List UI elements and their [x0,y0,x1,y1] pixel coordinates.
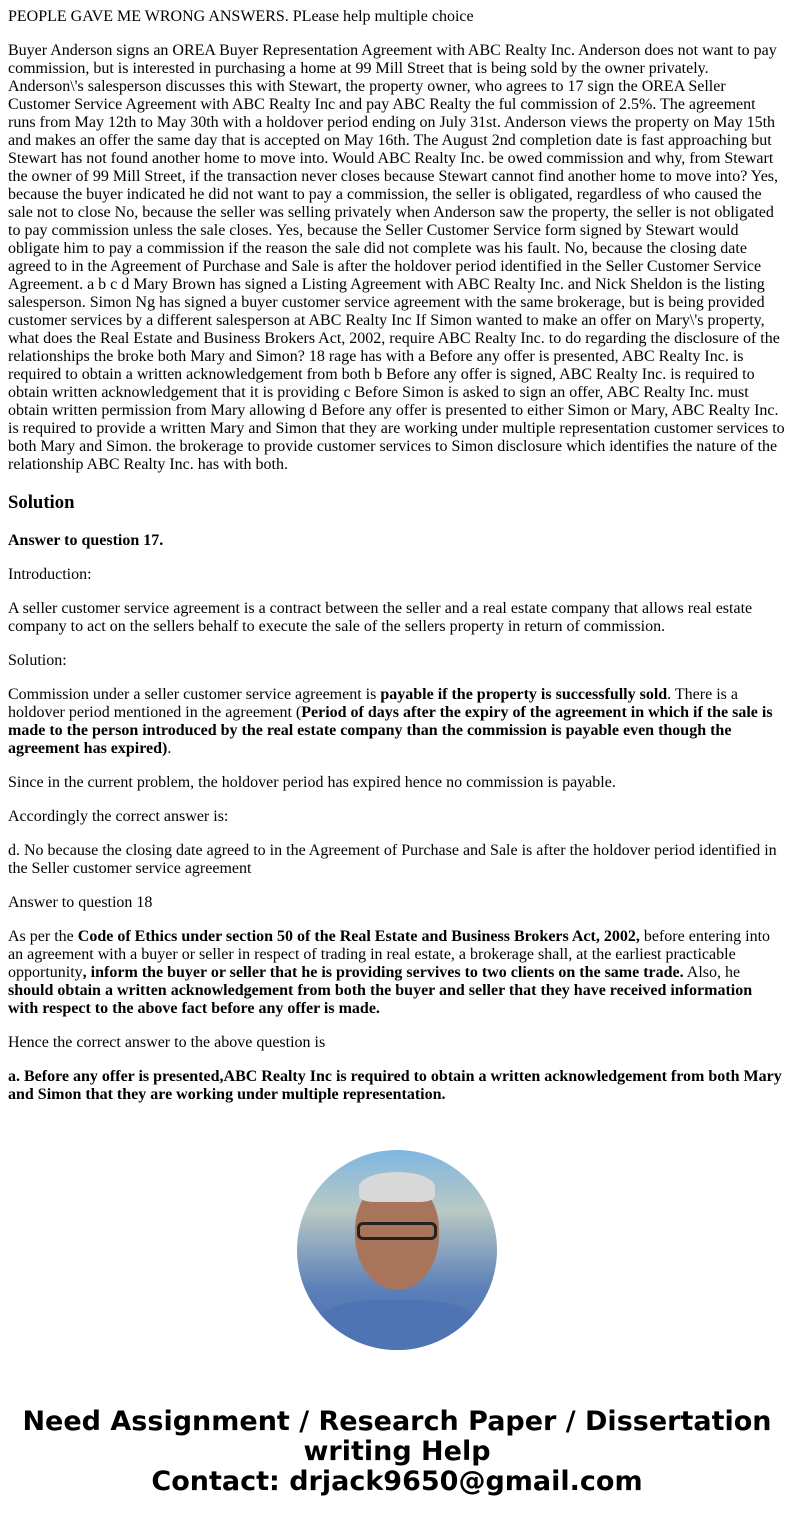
solution-heading: Solution [8,492,75,513]
q17-heading: Answer to question 17. [8,532,164,549]
bold-text: should obtain a written acknowledgement from both the buyer and seller that they have received information with respect to the above fact before any offer is made. [8,982,753,1017]
text: . There is a holdover period mentioned in the agreement ( [8,686,738,721]
question-title: PEOPLE GAVE ME WRONG ANSWERS. PLease help multiple choice [8,8,474,25]
bold-text: Code of Ethics under section 50 of the Real Estate and Business Brokers Act, 2002, [77,928,640,945]
solution-label: Solution: [8,652,67,669]
accordingly-text: Accordingly the correct answer is: [8,808,229,825]
intro-label: Introduction: [8,566,92,583]
q18-heading: Answer to question 18 [8,894,153,911]
footer-line-1: Need Assignment / Research Paper / Dissertation writing Help [22,1406,772,1467]
intro-text: A seller customer service agreement is a contract between the seller and a real estate company that allows real estate company to act on the sellers behalf to execute the sale of the sellers property in return of commission. [8,600,753,635]
bold-text: payable if the property is successfully sold [380,686,668,703]
glasses-shape [357,1222,437,1240]
holdover-text: Since in the current problem, the holdover period has expired hence no commission is payable. [8,774,616,791]
author-photo-container [8,1150,786,1355]
text: Commission under a seller customer service agreement is [8,686,381,703]
hence-text: Hence the correct answer to the above question is [8,1034,326,1051]
text: before entering into an agreement with a buyer or seller in respect of trading in real estate, a brokerage shall, at the earliest practicable opportunity [8,928,771,981]
ethics-paragraph [8,928,786,1018]
text: . [167,740,172,757]
answer-18: a. Before any offer is presented,ABC Realty Inc is required to obtain a written acknowledgement from both Mary and Simon that they are working under multiple representation. [8,1068,782,1103]
question-body: Buyer Anderson signs an OREA Buyer Representation Agreement with ABC Realty Inc. Anderson does not want to pay commission, but is interested in purchasing a home at 99 Mill Street that is being sold by the owner privately. Anderson\'s salesperson discusses this with Stewart, the property owner, who agrees to 17 sign the OREA Seller Customer Service Agreement with ABC Realty Inc and pay ABC Realty the ful commission of 2.5%. The agreement runs from May 12th to May 30th with a holdover period ending on July 31st. Anderson views the property on May 15th and makes an offer the same day that is accepted on May 16th. The August 2nd completion date is fast approaching but Stewart has not found another home to move into. Would ABC Realty Inc. be owed commission and why, from Stewart the owner of 99 Mill Street, if the transaction never closes because Stewart cannot find another home to move into? Yes, because the buyer indicated he did not want to pay a commission, the seller is obligated, regardless of who caused the sale not to close No, because the seller was selling privately when Anderson saw the property, the seller is not obligated to pay commission unless the sale closes. Yes, because the Seller Customer Service form signed by Stewart would obligate him to pay a commission if the reason the sale did not complete was his fault. No, because the closing date agreed to in the Agreement of Purchase and Sale is after the holdover period identified in the Seller Customer Service Agreement. a b c d Mary Brown has signed a Listing Agreement with ABC Realty Inc. and Nick Sheldon is the listing salesperson. Simon Ng has signed a buyer customer service agreement with the same brokerage, but is being provided customer services by a different salesperson at ABC Realty Inc If Simon wanted to make an offer on Mary\'s property, what does the Real Estate and Business Brokers Act, 2002, require ABC Realty Inc. to do regarding the disclosure of the relationships the broke both Mary and Simon? 18 rage has with a Before any offer is presented, ABC Realty Inc. is required to obtain a written acknowledgement from both b Before any offer is signed, ABC Realty Inc. is required to obtain written acknowledgement that it is providing c Before Simon is asked to sign an offer, ABC Realty Inc. must obtain written permission from Mary allowing d Before any offer is presented to either Simon or Mary, ABC Realty Inc. is required to provide a written Mary and Simon that they are working under multiple representation customer services to both Mary and Simon. the brokerage to provide customer services to Simon disclosure which identifies the nature of the relationship ABC Realty Inc. has with both. [8,42,785,473]
answer-17: d. No because the closing date agreed to in the Agreement of Purchase and Sale is after the holdover period identified in the Seller customer service agreement [8,842,777,877]
commission-paragraph [8,686,786,758]
text: As per the [8,928,78,945]
footer-contact: Contact: drjack9650@gmail.com [151,1466,643,1497]
hair-shape [359,1172,435,1202]
shirt-shape [307,1300,487,1350]
bold-text: , inform the buyer or seller that he is providing servives to two clients on the same trade. [82,964,684,981]
footer-banner [8,1407,786,1497]
author-photo [297,1150,497,1350]
text: Also, he [683,964,741,981]
bold-text: Period of days after the expiry of the agreement in which if the sale is made to the person introduced by the real estate company than the commission is payable even though the agreement has expired) [8,704,773,757]
